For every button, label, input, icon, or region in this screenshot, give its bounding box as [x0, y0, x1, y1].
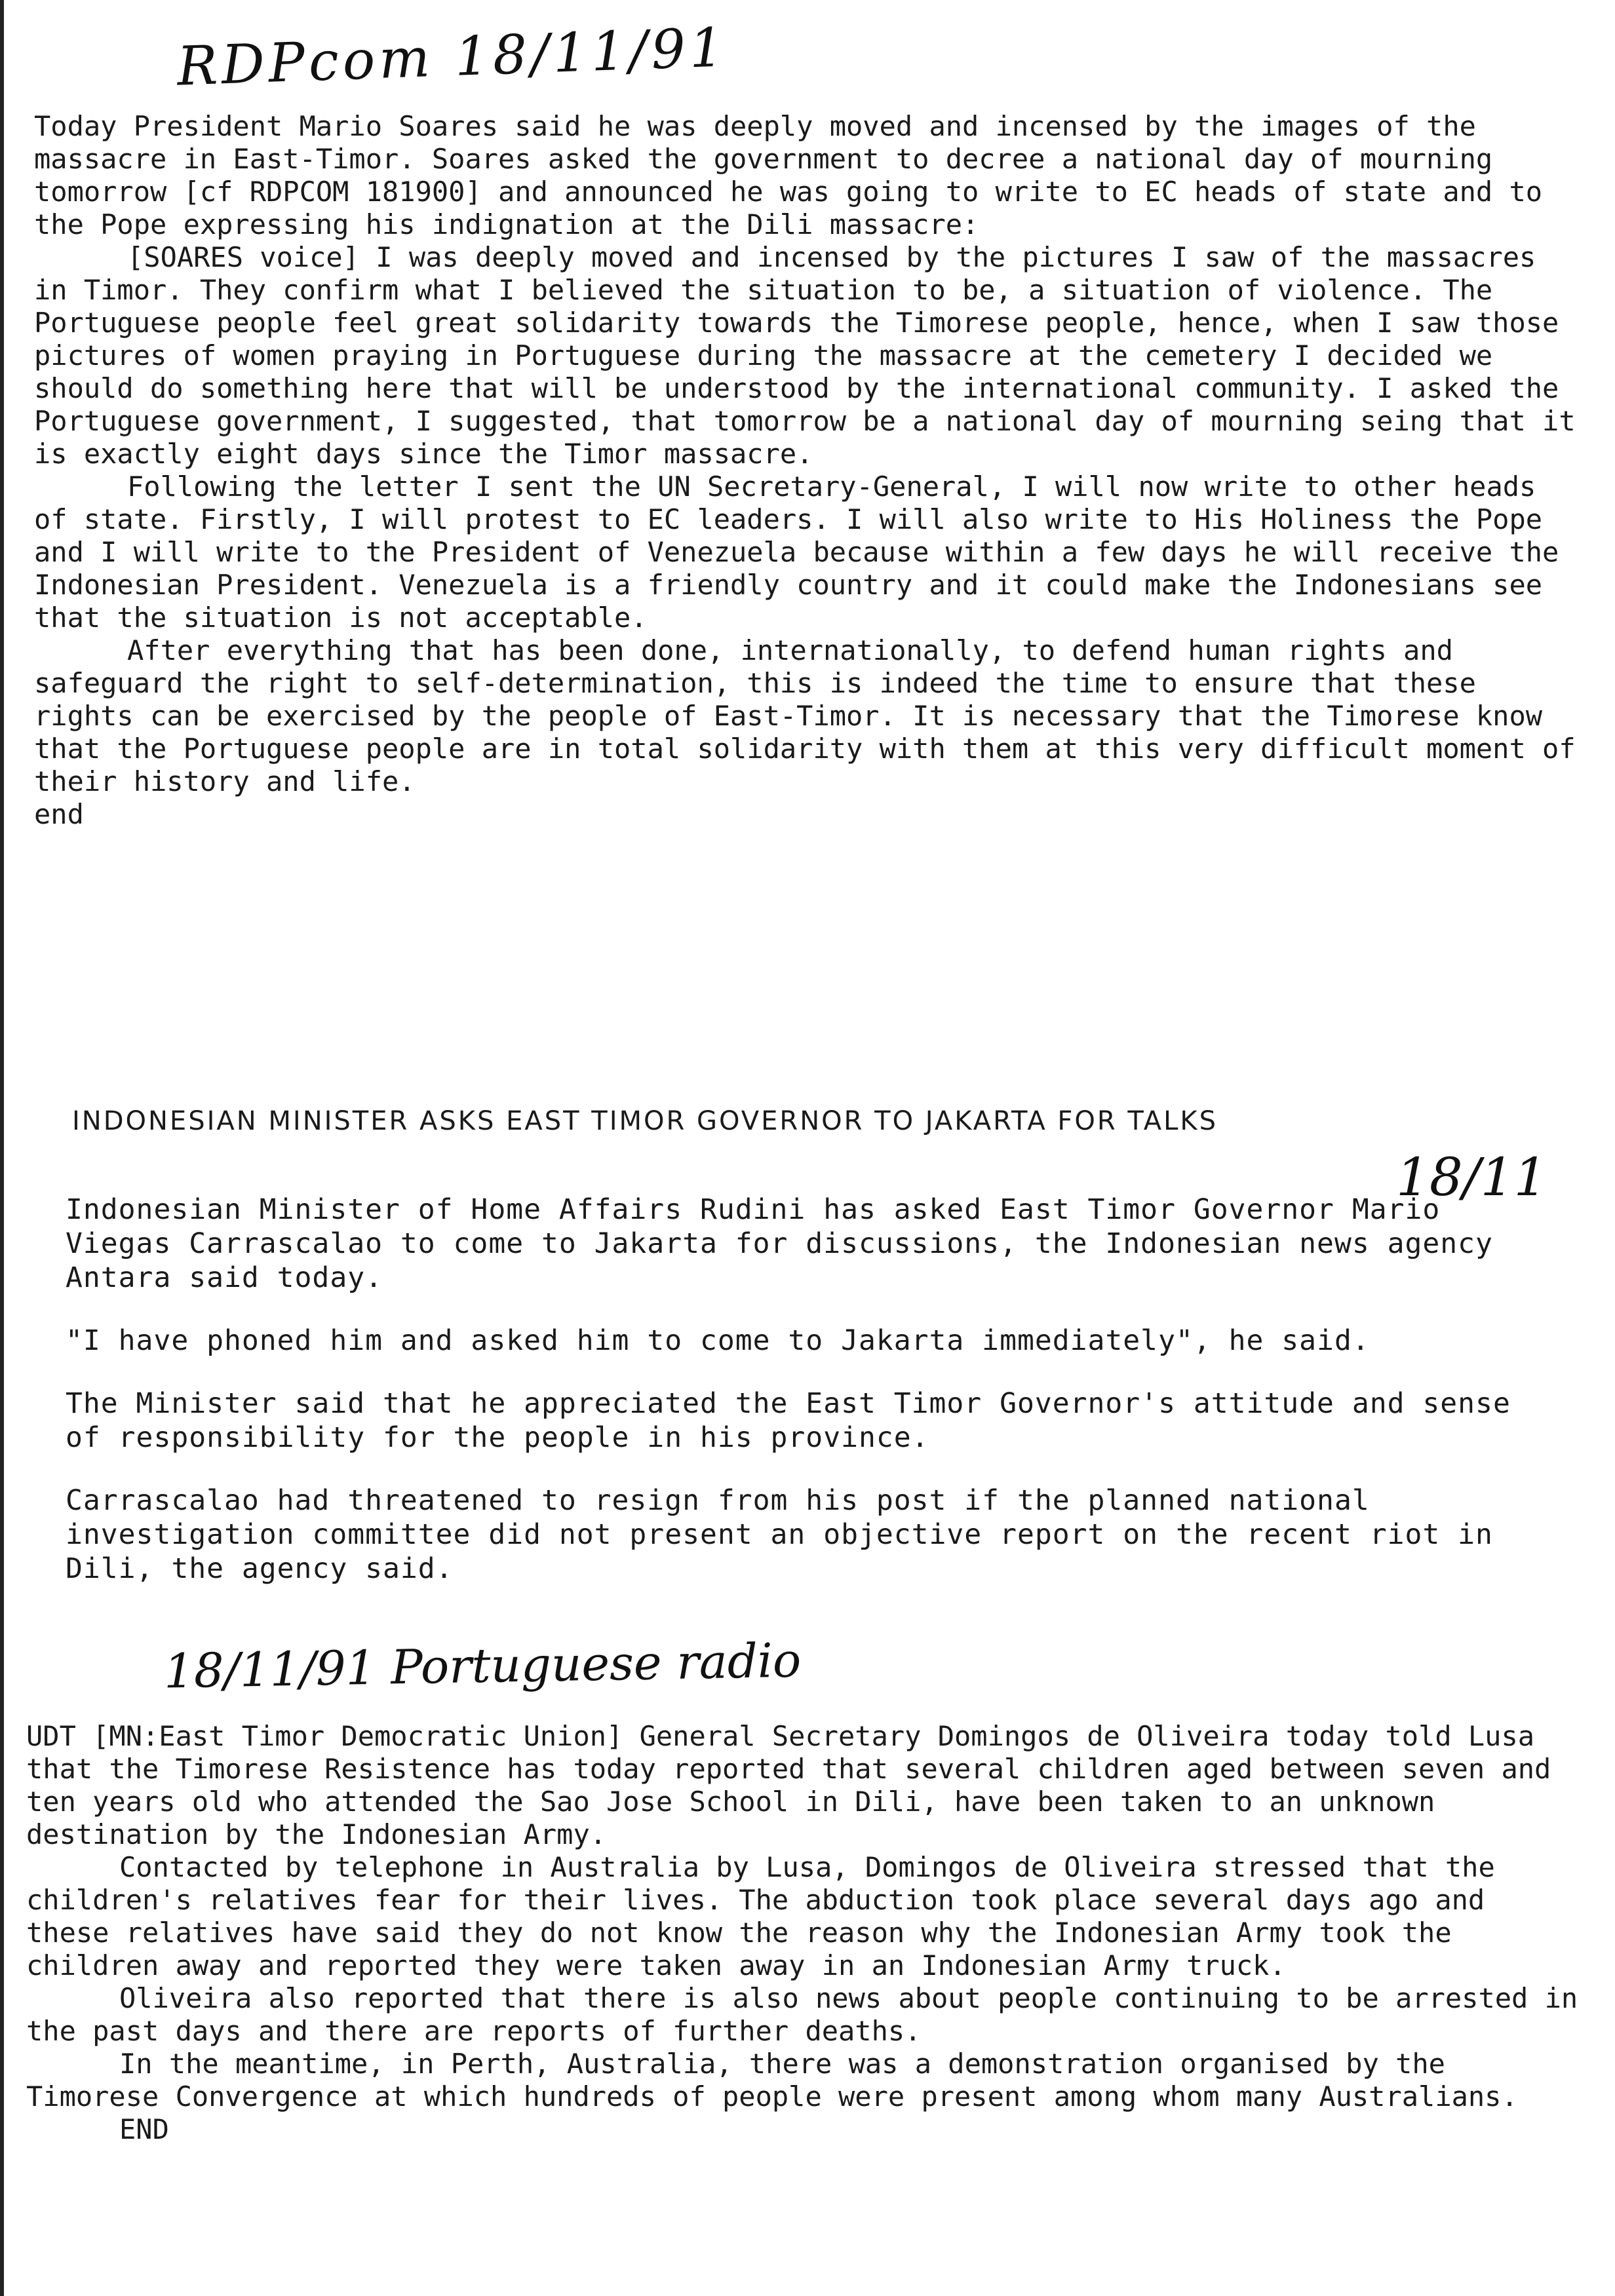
paragraph: UDT [MN:East Timor Democratic Union] General Secretary Domingos de Oliveira today told Lusa that the Timorese Resistence has today reported that several children aged between seven and ten years old who attended the Sao Jose School in Dili, have been taken to an unknown destination by the Indonesian Army. [26, 1720, 1551, 1850]
article-heading: INDONESIAN MINISTER ASKS EAST TIMOR GOVERNOR TO JAKARTA FOR TALKS [72, 1106, 1218, 1136]
paragraph: Today President Mario Soares said he was deeply moved and incensed by the images of the massacre in East-Timor. Soares asked the government to decree a national day of mourning tomorrow [cf RDPCOM 181900] and announced he was going to write to EC heads of state and to the Pope expressing his indignation at the Dili massacre: [34, 110, 1543, 240]
end-marker: end [34, 798, 84, 830]
paragraph: In the meantime, in Perth, Australia, there was a demonstration organised by the Timorese Convergence at which hundreds of people were present among whom many Australians. [26, 2048, 1518, 2113]
paragraph: After everything that has been done, internationally, to defend human rights and safeguard the right to self-determination, this is indeed the time to ensure that these rights can be exercised by the people of East-Timor. It is necessary that the Timorese know that the Portuguese people are in total solidarity with them at this very difficult moment of their history and life. [34, 634, 1576, 797]
paragraph: Carrascalao had threatened to resign from his post if the planned national investigation committee did not present an objective report on the recent riot in Dili, the agency said. [66, 1484, 1493, 1585]
handwritten-date-note: 18/11 [1396, 1147, 1547, 1208]
paragraph: Indonesian Minister of Home Affairs Rudini has asked East Timor Governor Mario Viegas Carrascalao to come to Jakarta for discussions, the Indonesian news agency Antara said today. [66, 1193, 1493, 1294]
soares-article [34, 110, 1581, 831]
paragraph: Contacted by telephone in Australia by Lusa, Domingos de Oliveira stressed that the children's relatives fear for their lives. The abduction took place several days ago and these relatives have said they do not know the reason why the Indonesian Army took the children away and reported they were taken away in an Indonesian Army truck. [26, 1851, 1495, 1981]
paragraph: Following the letter I sent the UN Secretary-General, I will now write to other heads of state. Firstly, I will protest to EC leaders. I will also write to His Holiness the Pope and I will write to the President of Venezuela because within a few days he will receive the Indonesian President. Venezuela is a friendly country and it could make the Indonesians see that the situation is not acceptable. [34, 470, 1559, 634]
end-marker: END [119, 2113, 169, 2145]
paragraph: "I have phoned him and asked him to come to Jakarta immediately", he said. [66, 1324, 1370, 1357]
paragraph: The Minister said that he appreciated the East Timor Governor's attitude and sense of responsibility for the people in his province. [66, 1387, 1511, 1454]
paragraph: [SOARES voice] I was deeply moved and incensed by the pictures I saw of the massacres in Timor. They confirm what I believed the situation to be, a situation of violence. The Portuguese people feel great solidarity towards the Timorese people, hence, when I saw those pictures of women praying in Portuguese during the massacre at the cemetery I decided we should do something here that will be understood by the international community. I asked the Portuguese government, I suggested, that tomorrow be a national day of mourning seing that it is exactly eight days since the Timor massacre. [34, 241, 1576, 470]
indonesian-minister-article [66, 1193, 1540, 1615]
udt-article [26, 1720, 1580, 2146]
handwritten-radio-note: 18/11/91 Portuguese radio [163, 1632, 802, 1699]
paragraph: Oliveira also reported that there is also news about people continuing to be arrested in the past days and there are reports of further deaths. [26, 1982, 1578, 2047]
page-edge-shadow [0, 0, 4, 2296]
handwritten-source-note: RDPcom 18/11/91 [176, 16, 729, 98]
